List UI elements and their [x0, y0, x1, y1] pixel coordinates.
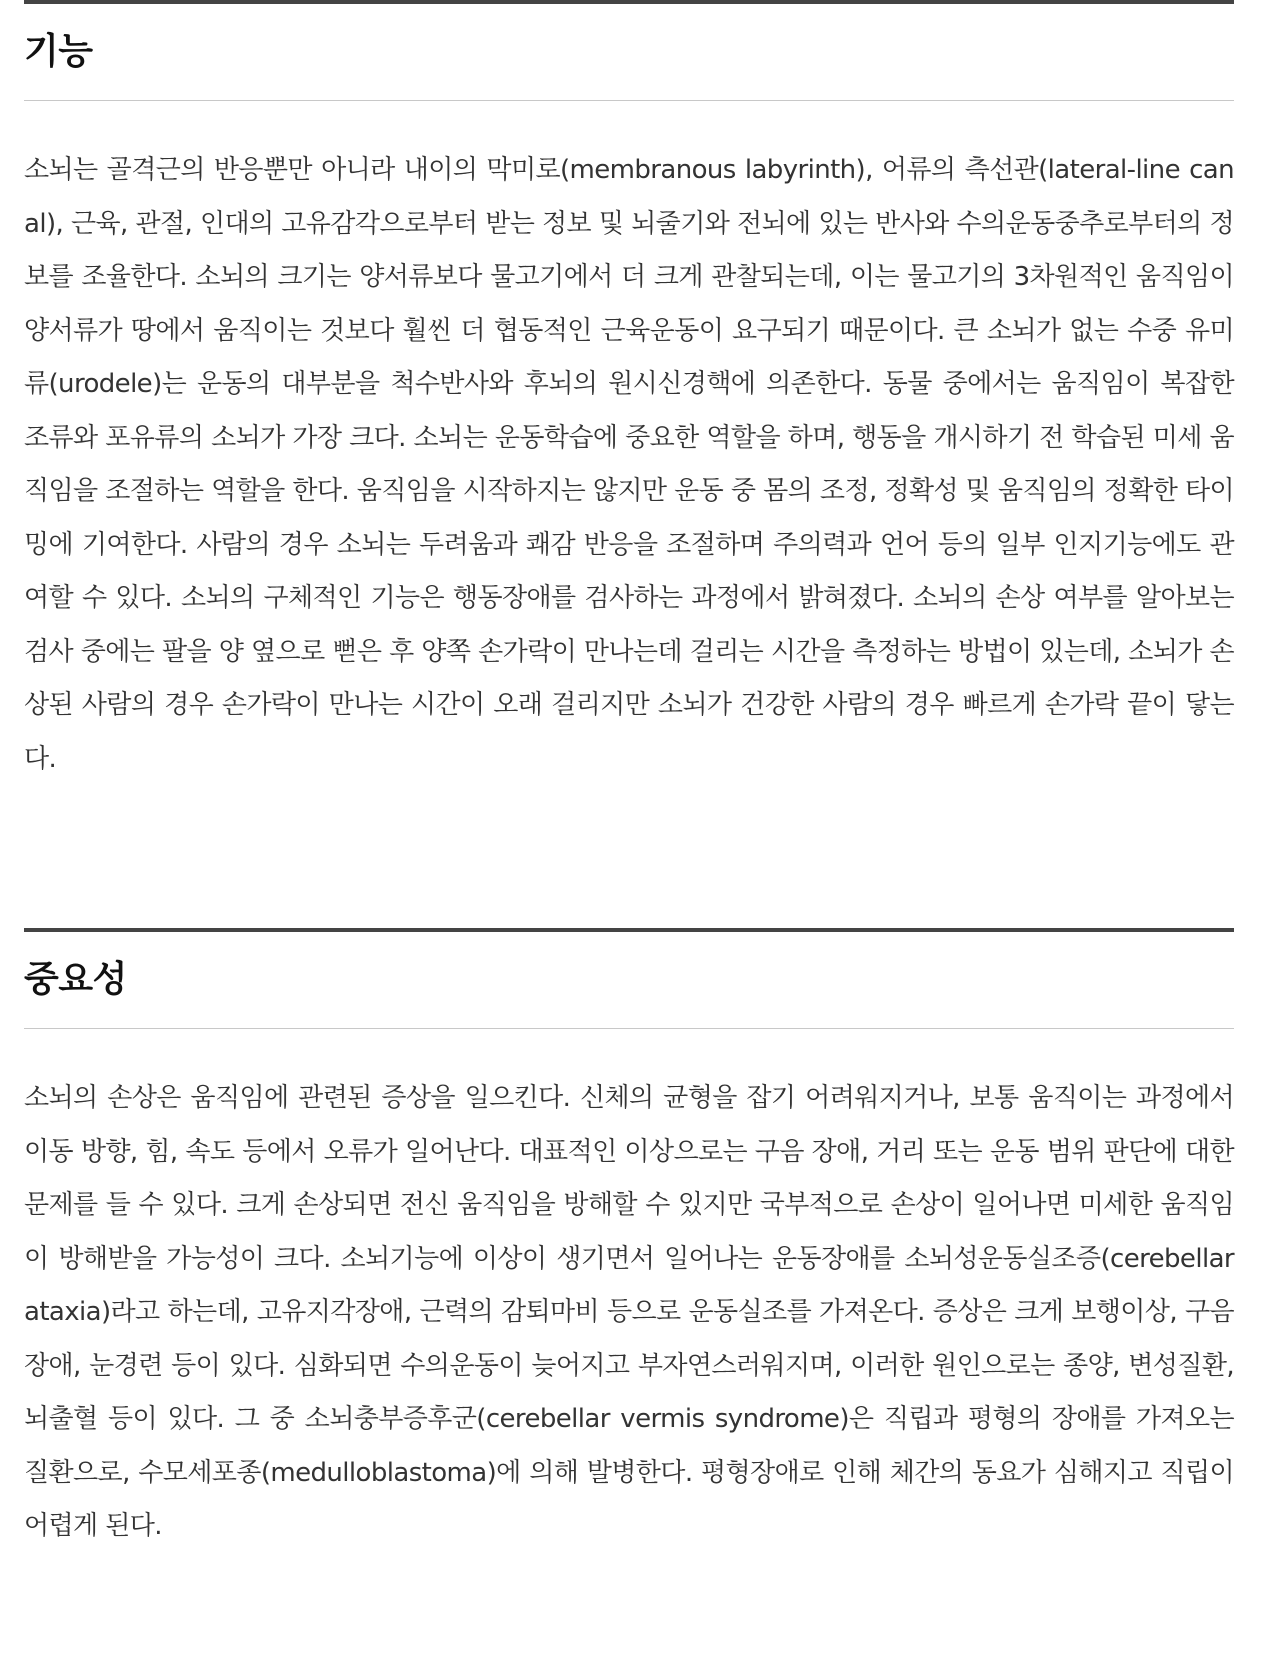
section-title: 기능 [24, 31, 93, 72]
section-paragraph: 소뇌의 손상은 움직임에 관련된 증상을 일으킨다. 신체의 균형을 잡기 어려워지거나, 보통 움직이는 과정에서 이동 방향, 힘, 속도 등에서 오류가 일어난다. 대표적인 이상으로는 구음 장애, 거리 또는 운동 범위 판단에 대한 문제를 들 수 있다. 크게 손상되면 전신 움직임을 방해할 수 있지만 국부적으로 손상이 일어나면 미세한 움직임이 방해받을 가능성이 크다. 소뇌기능에 이상이 생기면서 일어나는 운동장애를 소뇌성운동실조증(cerebellar ataxia)라고 하는데, 고유지각장애, 근력의 감퇴마비 등으로 운동실조를 가져온다. 증상은 크게 보행이상, 구음장애, 눈경련 등이 있다. 심화되면 수의운동이 늦어지고 부자연스러워지며, 이러한 원인으로는 종양, 변성질환, 뇌출혈 등이 있다. 그 중 소뇌충부증후군(cerebellar vermis syndrome)은 직립과 평형의 장애를 가져오는 질환으로, 수모세포종(medulloblastoma)에 의해 발병한다. 평형장애로 인해 체간의 동요가 심해지고 직립이 어렵게 된다. [24, 1083, 1234, 1541]
section-function [24, 0, 1234, 786]
section-paragraph: 소뇌는 골격근의 반응뿐만 아니라 내이의 막미로(membranous labyrinth), 어류의 측선관(lateral-line canal), 근육, 관절, 인대의 고유감각으로부터 받는 정보 및 뇌줄기와 전뇌에 있는 반사와 수의운동중추로부터의 정보를 조율한다. 소뇌의 크기는 양서류보다 물고기에서 더 크게 관찰되는데, 이는 물고기의 3차원적인 움직임이 양서류가 땅에서 움직이는 것보다 훨씬 더 협동적인 근육운동이 요구되기 때문이다. 큰 소뇌가 없는 수중 유미류(urodele)는 운동의 대부분을 척수반사와 후뇌의 원시신경핵에 의존한다. 동물 중에서는 움직임이 복잡한 조류와 포유류의 소뇌가 가장 크다. 소뇌는 운동학습에 중요한 역할을 하며, 행동을 개시하기 전 학습된 미세 움직임을 조절하는 역할을 한다. 움직임을 시작하지는 않지만 운동 중 몸의 조정, 정확성 및 움직임의 정확한 타이밍에 기여한다. 사람의 경우 소뇌는 두려움과 쾌감 반응을 조절하며 주의력과 언어 등의 일부 인지기능에도 관여할 수 있다. 소뇌의 구체적인 기능은 행동장애를 검사하는 과정에서 밝혀졌다. 소뇌의 손상 여부를 알아보는 검사 중에는 팔을 양 옆으로 뻗은 후 양쪽 손가락이 만나는데 걸리는 시간을 측정하는 방법이 있는데, 소뇌가 손상된 사람의 경우 손가락이 만나는 시간이 오래 걸리지만 소뇌가 건강한 사람의 경우 빠르게 손가락 끝이 닿는다. [24, 155, 1234, 774]
section-title: 중요성 [24, 959, 127, 1000]
section-importance [24, 928, 1234, 1554]
